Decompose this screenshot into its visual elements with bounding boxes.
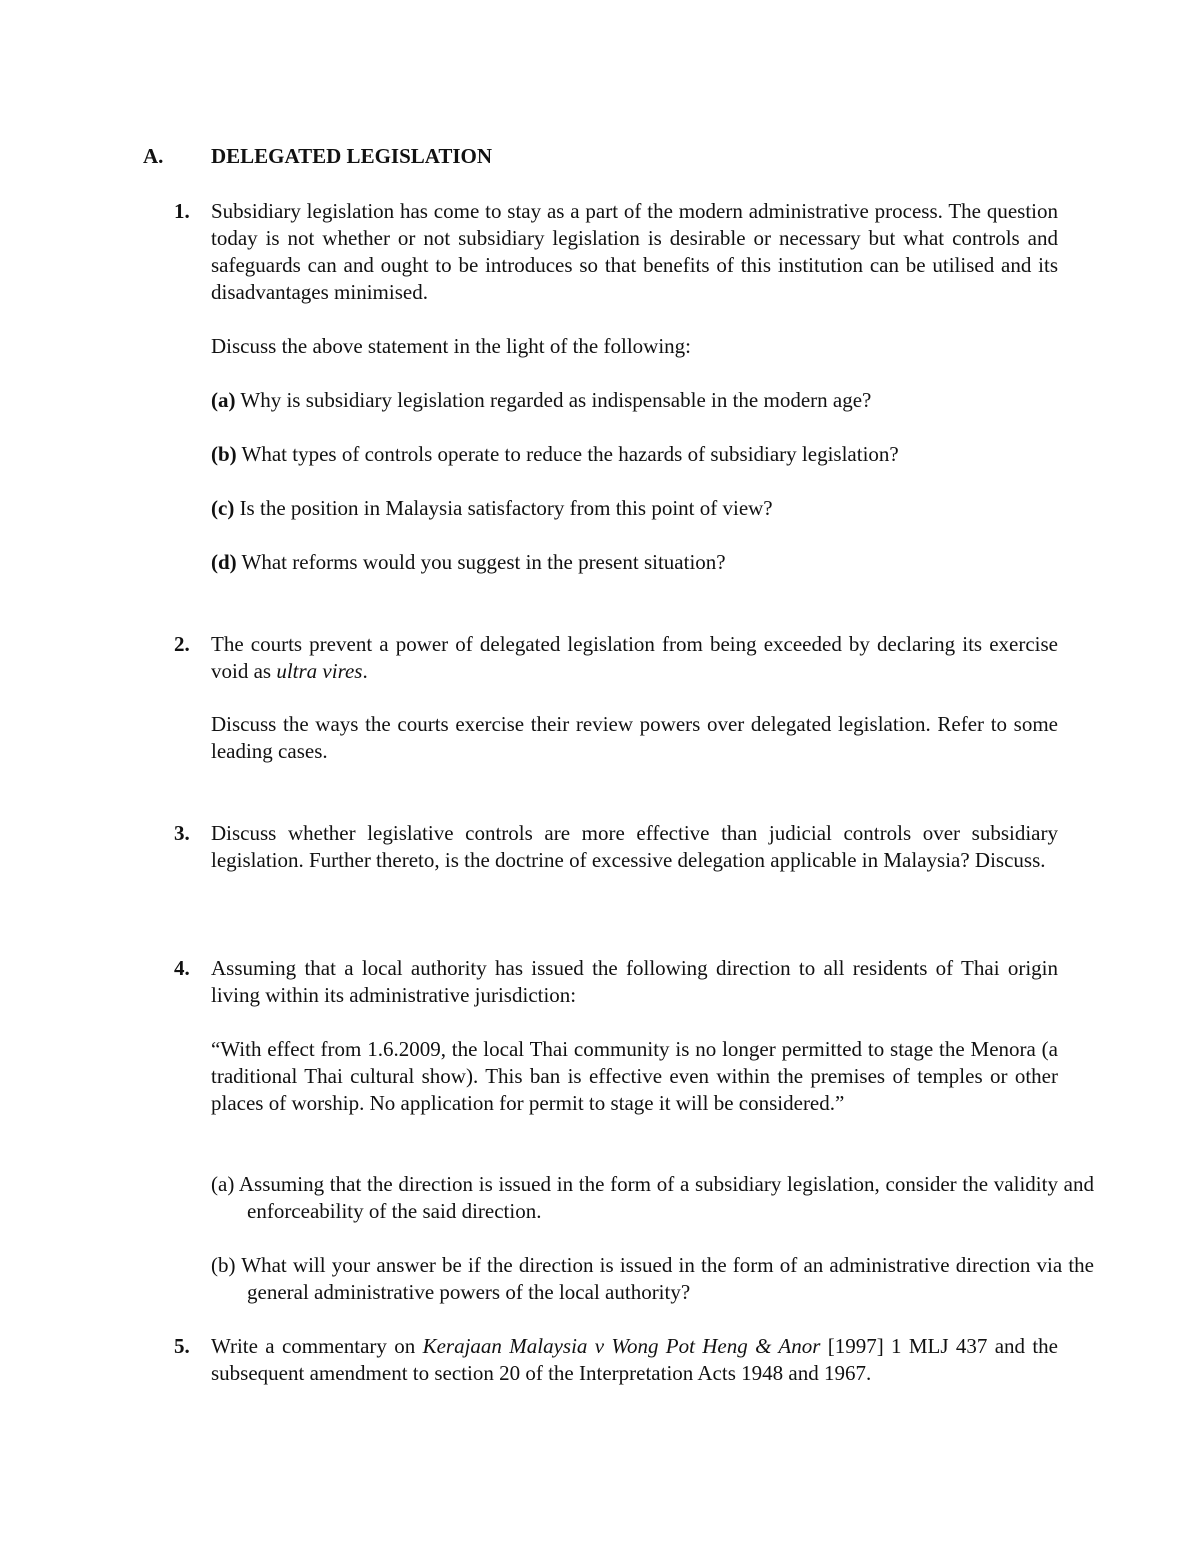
item-text: Is the position in Malaysia satisfactory from this point of view? bbox=[234, 496, 773, 520]
question-1-item-c bbox=[211, 495, 1058, 522]
question-4-text: Assuming that a local authority has issued the following direction to all residents of Thai origin living within its administrative jurisdiction: bbox=[211, 956, 1058, 1007]
question-3-number: 3. bbox=[174, 821, 190, 845]
question-4-number: 4. bbox=[174, 956, 190, 980]
question-5-text-pre: Write a commentary on bbox=[211, 1334, 423, 1358]
section-letter: A. bbox=[143, 144, 164, 168]
item-text: What types of controls operate to reduce the hazards of subsidiary legislation? bbox=[236, 442, 899, 466]
item-text: What reforms would you suggest in the present situation? bbox=[236, 550, 726, 574]
question-1-number: 1. bbox=[174, 199, 190, 223]
question-1-item-b bbox=[211, 441, 1058, 468]
item-label: (b) bbox=[211, 1253, 236, 1277]
question-2-text-pre: The courts prevent a power of delegated legislation from being exceeded by declaring its exercise void as bbox=[211, 632, 1058, 683]
question-1-text: Subsidiary legislation has come to stay as a part of the modern administrative process. The question today is not whether or not subsidiary legislation is desirable or necessary but what controls and safeguards can and ought to be introduces so that benefits of this institution can be utilised and its disadvantages minimised. bbox=[211, 199, 1058, 304]
question-1-prompt: Discuss the above statement in the light of the following: bbox=[211, 334, 691, 358]
question-1-item-d bbox=[211, 549, 1058, 576]
question-2-prompt: Discuss the ways the courts exercise their review powers over delegated legislation. Refer to some leading cases. bbox=[211, 712, 1058, 763]
question-3-text: Discuss whether legislative controls are more effective than judicial controls over subsidiary legislation. Further thereto, is the doctrine of excessive delegation applicable in Malaysia? Discuss. bbox=[211, 821, 1058, 872]
question-2-text-post: . bbox=[362, 659, 368, 683]
question-5-number: 5. bbox=[174, 1334, 190, 1358]
item-label: (a) bbox=[211, 1172, 235, 1196]
item-text: Why is subsidiary legislation regarded as indispensable in the modern age? bbox=[235, 388, 872, 412]
question-2-number: 2. bbox=[174, 632, 190, 656]
item-text: What will your answer be if the direction is issued in the form of an administrative direction via the general administrative powers of the local authority? bbox=[235, 1253, 1094, 1304]
item-label: (d) bbox=[211, 550, 237, 574]
section-title: DELEGATED LEGISLATION bbox=[211, 144, 493, 168]
item-text: Assuming that the direction is issued in the form of a subsidiary legislation, consider the validity and enforceability of the said direction. bbox=[234, 1172, 1094, 1223]
question-2-text-italic: ultra vires bbox=[276, 659, 363, 683]
question-5-text bbox=[211, 1333, 1058, 1387]
item-label: (a) bbox=[211, 388, 236, 412]
section-heading bbox=[143, 143, 492, 170]
item-label: (c) bbox=[211, 496, 235, 520]
item-label: (b) bbox=[211, 442, 237, 466]
question-2-text bbox=[211, 631, 1058, 685]
question-4-quote: “With effect from 1.6.2009, the local Thai community is no longer permitted to stage the Menora (a traditional Thai cultural show). This ban is effective even within the premises of temples or other places of worship. No application for permit to stage it will be considered.” bbox=[211, 1037, 1058, 1115]
question-5-case-name: Kerajaan Malaysia v Wong Pot Heng & Anor bbox=[422, 1334, 821, 1358]
question-5-text-post: [1997] 1 MLJ 437 and the subsequent amendment to section 20 of the Interpretation Acts 1948 and 1967. bbox=[211, 1334, 1058, 1385]
question-4-item-a bbox=[211, 1171, 1094, 1225]
question-1-item-a bbox=[211, 387, 1058, 414]
question-4-item-b bbox=[211, 1252, 1094, 1306]
